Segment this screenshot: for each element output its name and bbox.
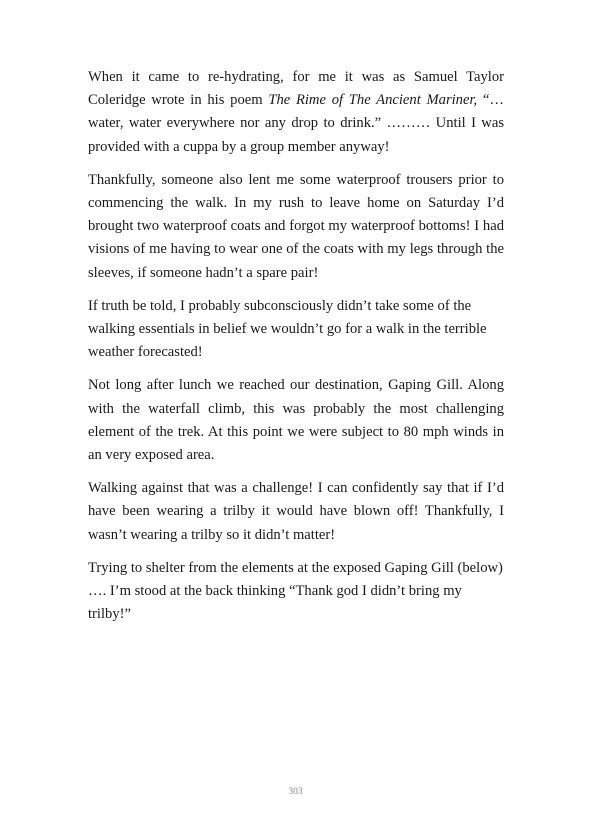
paragraph-rehydrating-quote: “…water, water everywhere nor any drop to drink.” ……… Until I was provided with a cuppa by a group member anyway! <box>88 92 504 155</box>
paragraph-shelter: Trying to shelter from the elements at the exposed Gaping Gill (below) …. I’m stood at the back thinking “Thank god I didn’t bring my trilby!” <box>88 559 503 623</box>
paragraph-waterproof-trousers: Thankfully, someone also lent me some waterproof trousers prior to commencing the walk. In my rush to leave home on Saturday I’d brought two waterproof coats and forgot my waterproof bottoms! I had visions of me having to wear one of the coats with my legs through the sleeves, if someone hadn’t a spare pair! <box>88 171 504 281</box>
paragraph-rehydrating-intro: When it came to re-hydrating, for me it was as Samuel Taylor Coleridge wrote in his poem <box>88 69 504 109</box>
paragraph-gaping-gill: Not long after lunch we reached our destination, Gaping Gill. Along with the waterfall climb, this was probably the most challenging element of the trek. At this point we were subject to 80 mph winds in an very exposed area. <box>88 377 504 464</box>
poem-title: The Rime of The Ancient Mariner, <box>268 92 478 109</box>
paragraph-walking-essentials: If truth be told, I probably subconsciously didn’t take some of the walking essentials in belief we wouldn’t go for a walk in the terrible weather forecasted! <box>88 297 487 361</box>
paragraph-rehydrating <box>88 66 504 159</box>
paragraph-challenge: Walking against that was a challenge! I can confidently say that if I’d have been wearing a trilby it would have blown off! Thankfully, I wasn’t wearing a trilby so it didn’t matter! <box>88 480 504 543</box>
page-number: 303 <box>288 787 303 797</box>
body-text <box>88 66 504 636</box>
